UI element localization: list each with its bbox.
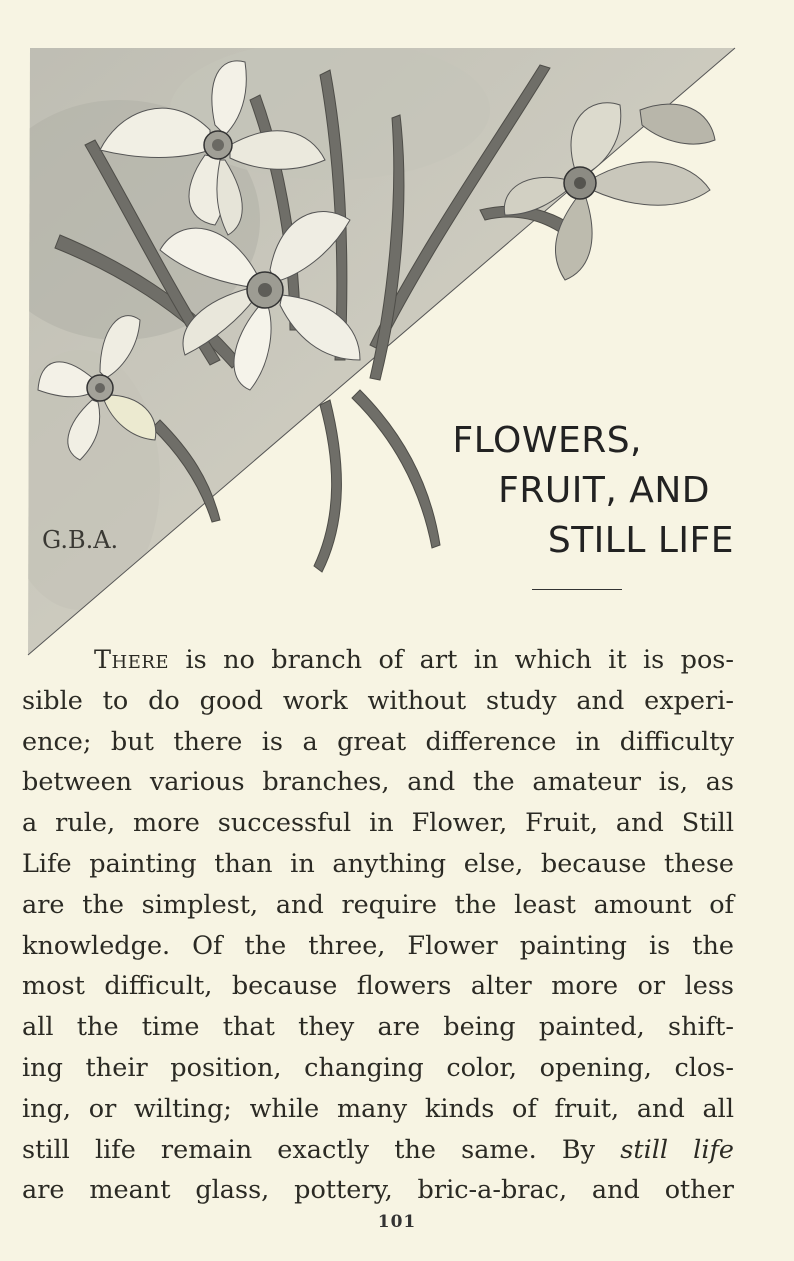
chapter-title-line-2: FRUIT, AND — [498, 470, 710, 512]
body-paragraph — [22, 640, 734, 1211]
chapter-title-line-3: STILL LIFE — [547, 520, 734, 562]
text-line-12: ing, or wilting; while many kinds of fruit, and all — [22, 1093, 734, 1124]
text-line-3: ence; but there is a great difference in difficulty — [22, 726, 734, 757]
chapter-title-line-1: FLOWERS, — [452, 420, 642, 462]
title-divider — [532, 589, 622, 590]
chapter-title — [453, 416, 734, 566]
text-line-9: most difficult, because flowers alter more or less — [22, 971, 734, 1002]
text-line-11: ing their position, changing color, opening, clos- — [22, 1052, 734, 1083]
text-line-1: There is no branch of art in which it is pos- — [94, 645, 734, 675]
text-line-8: knowledge. Of the three, Flower painting is the — [22, 930, 734, 961]
illustration-signature: G.B.A. — [42, 526, 119, 554]
text-line-4: between various branches, and the amateur is, as — [22, 767, 734, 798]
italic-phrase: still life — [620, 1134, 735, 1165]
text-line-13: still life remain exactly the same. By still life — [22, 1134, 735, 1165]
lead-word: There — [94, 645, 170, 675]
text-line-10: all the time that they are being painted, shift- — [22, 1012, 734, 1043]
text-line-7: are the simplest, and require the least amount of — [22, 889, 734, 920]
text-line-6: Life painting than in anything else, because these — [22, 848, 734, 879]
text-line-14: are meant glass, pottery, bric-a-brac, and other — [22, 1175, 734, 1206]
page-number: 101 — [377, 1212, 417, 1232]
text-line-5: a rule, more successful in Flower, Fruit, and Still — [22, 808, 734, 839]
text-line-2: sible to do good work without study and experi- — [22, 685, 734, 716]
